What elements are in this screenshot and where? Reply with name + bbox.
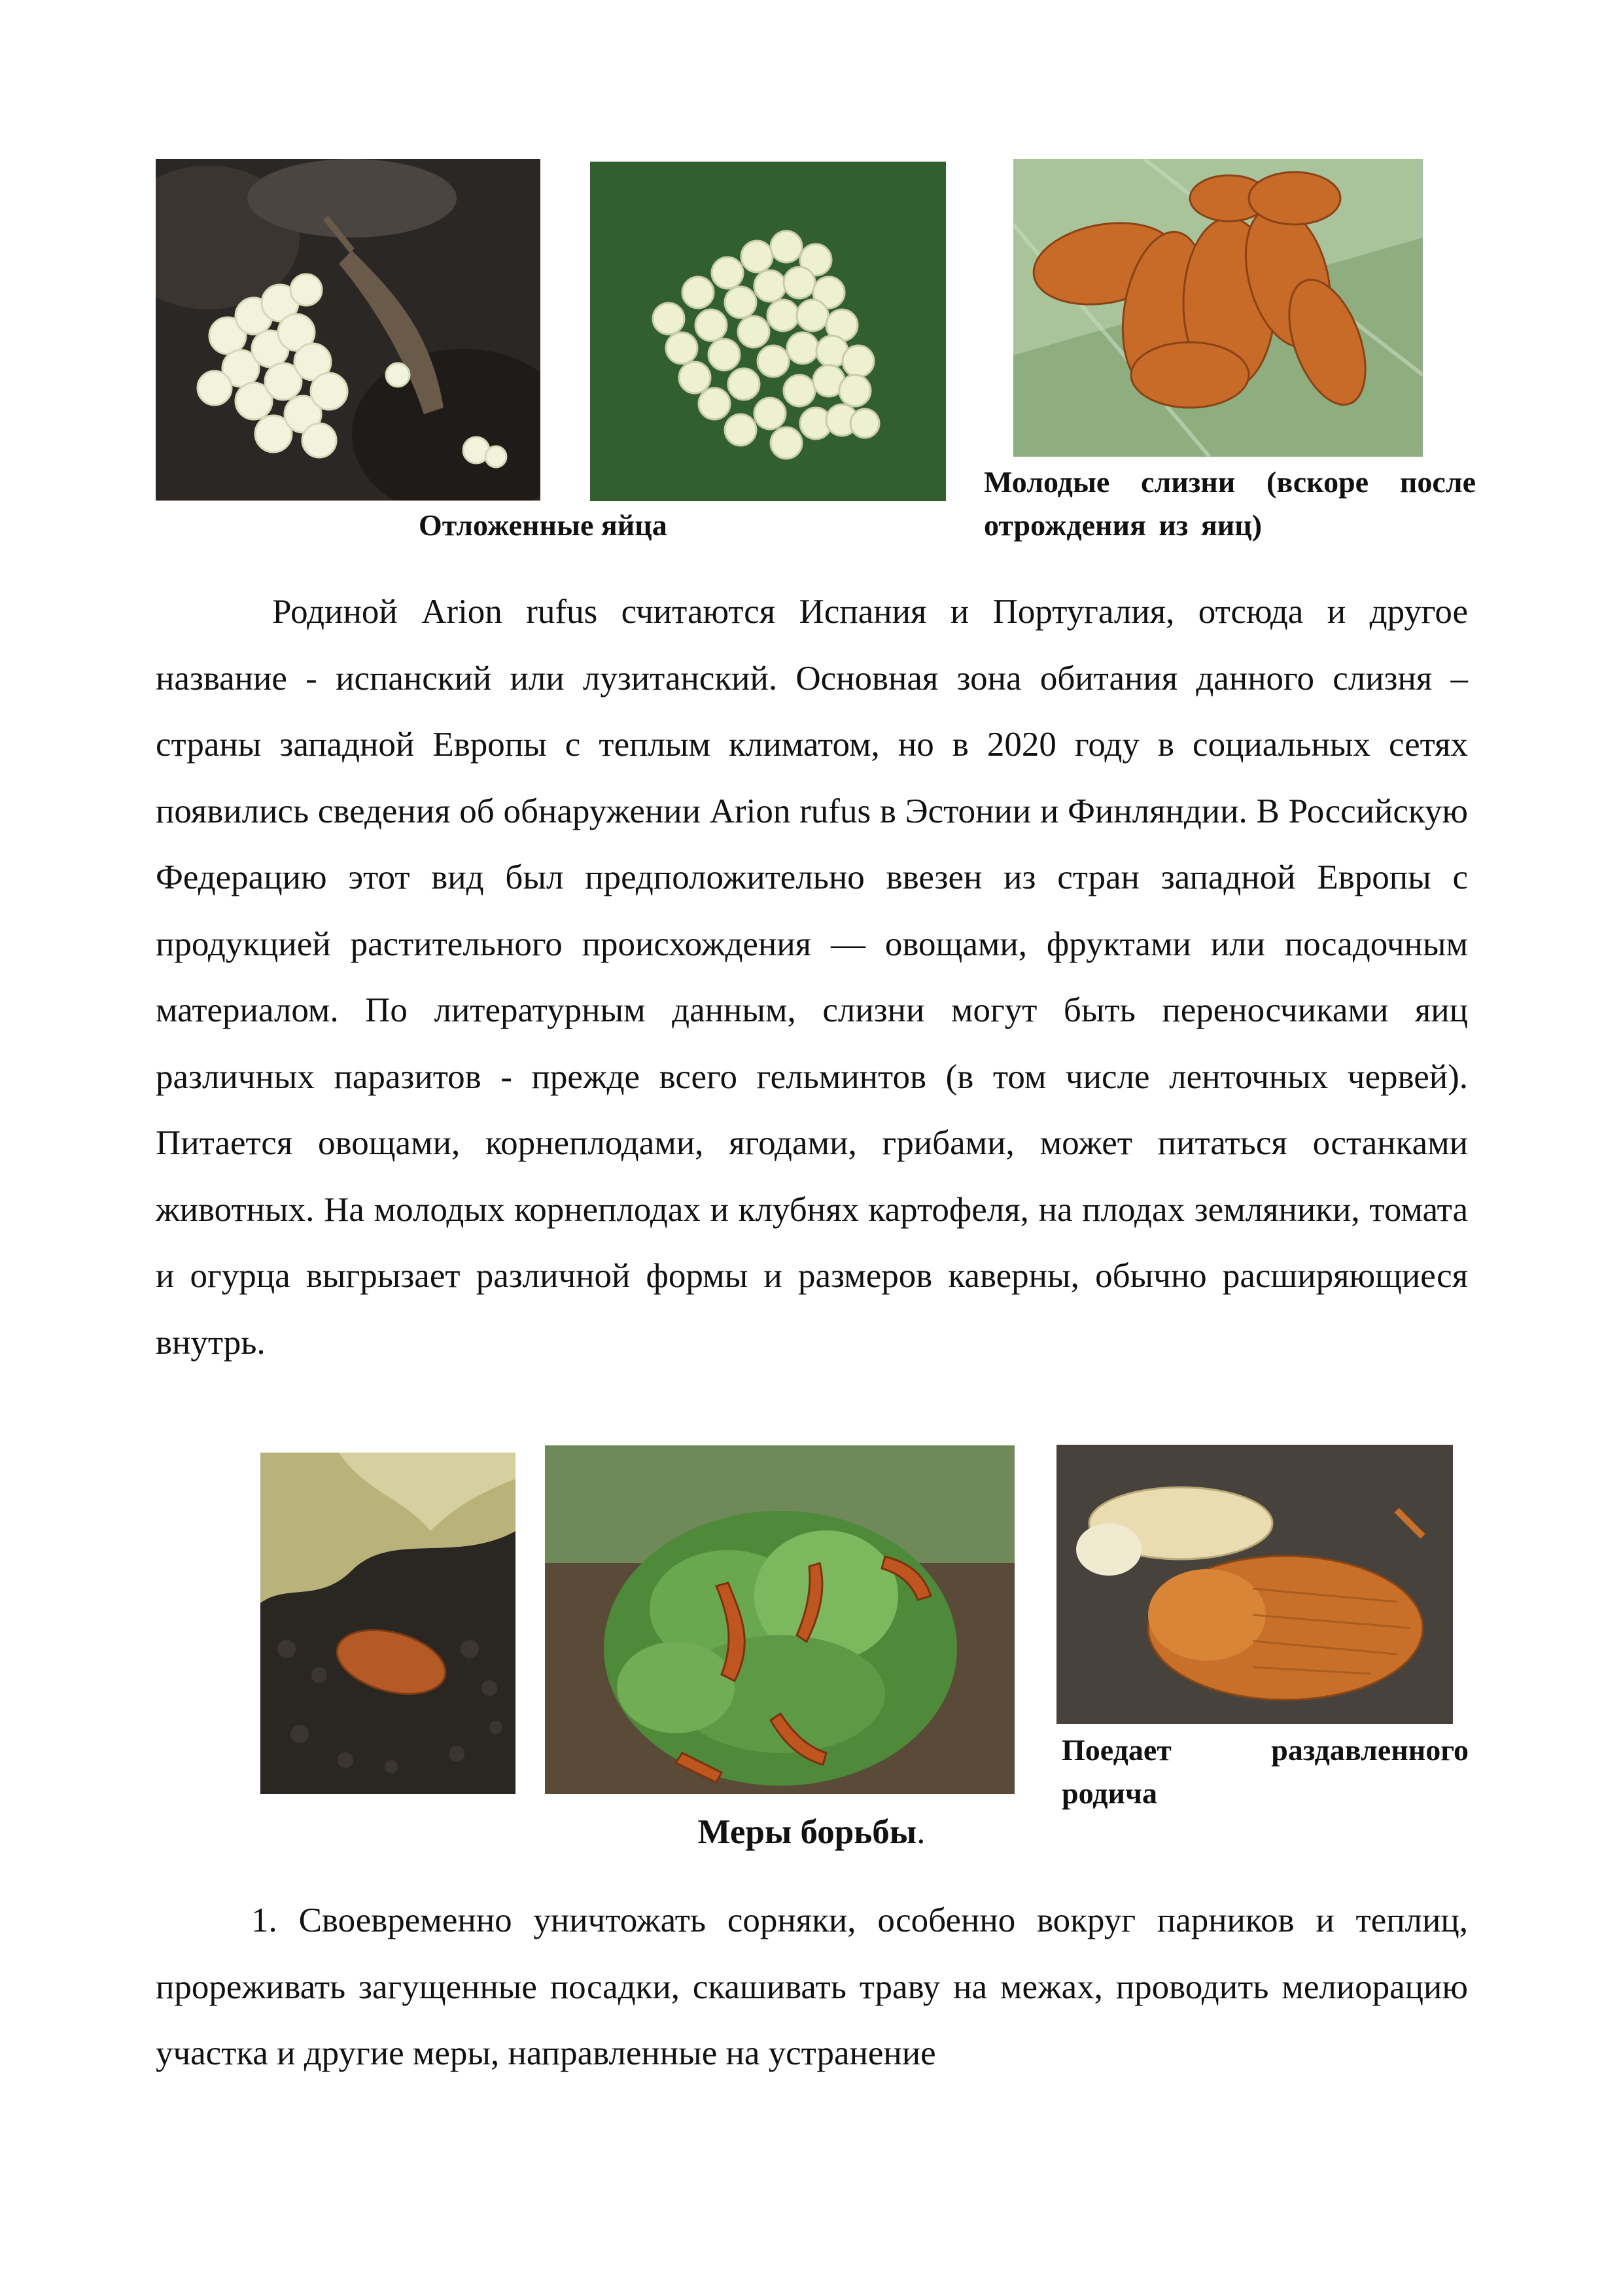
section-heading-punct: .	[916, 1813, 926, 1851]
caption-laid-eggs: Отложенные яйца	[419, 508, 667, 542]
paragraph-habitat	[156, 579, 1468, 1376]
photo-young-slugs	[1013, 159, 1423, 457]
caption-young-slugs: Молодые слизни (вскоре после отрождения из яиц)	[984, 465, 1476, 542]
paragraph-habitat-text: Родиной Arion rufus считаются Испания и Португалия, отсюда и другое название - испанский или лузитанский. Основная зона обитания данного слизня – страны западной Европы с теплым климатом, но в 2020 году в социальных сетях появились сведения об обнаружении Arion rufus в Эстонии и Финляндии. В Российскую Федерацию этот вид был предположительно ввезен из стран западной Европы с продукцией растительного происхождения — овощами, фруктами или посадочным материалом. По литературным данным, слизни могут быть переносчиками яиц различных паразитов - прежде всего гельминтов (в том числе ленточных червей). Питается овощами, корнеплодами, ягодами, грибами, может питаться останками животных. На молодых корнеплодах и клубнях картофеля, на плодах земляники, томата и огурца выгрызает различной формы и размеров каверны, обычно расширяющиеся внутрь.	[156, 593, 1468, 1362]
list-item-1	[156, 1888, 1468, 2087]
photo-egg-cluster	[590, 162, 946, 501]
list-item-1-number: 1.	[251, 1901, 277, 1939]
photo-slugs-on-lettuce	[545, 1445, 1015, 1794]
section-heading-text: Меры борьбы	[697, 1813, 917, 1851]
caption-eats-crushed-relative: Поедает раздавленного родича	[1062, 1733, 1469, 1810]
list-item-1-text: Своевременно уничтожать сорняки, особенно вокруг парников и теплиц, прореживать загущенные посадки, скашивать траву на межах, проводить мелиорацию участка и другие меры, направленные на устранение	[156, 1901, 1468, 2072]
photo-slug-eating-relative	[1056, 1445, 1453, 1724]
photo-eggs-in-soil	[156, 159, 540, 501]
photo-slug-on-soil	[260, 1453, 515, 1794]
section-heading-control-measures	[0, 1812, 1623, 1852]
